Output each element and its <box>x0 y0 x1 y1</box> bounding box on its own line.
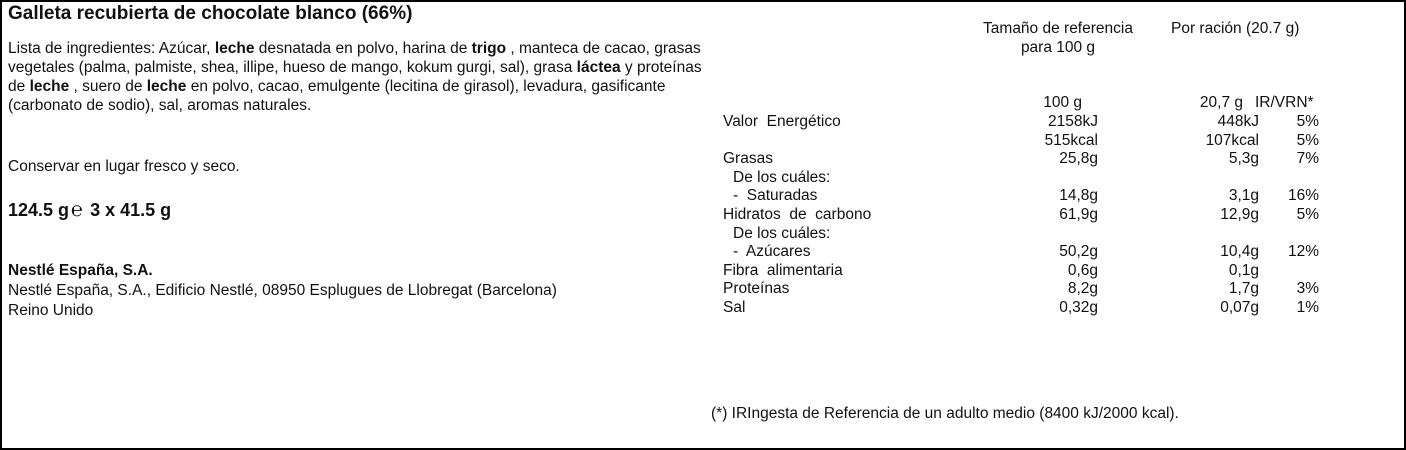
value-per-portion: 3,1g <box>1228 187 1259 205</box>
nutrient-label: Valor Energético <box>723 113 841 130</box>
value-per-portion: 0,07g <box>1220 299 1259 316</box>
estimate-sign-icon: ℮ <box>71 199 84 221</box>
value-per-100g: 8,2g <box>1067 280 1098 298</box>
product-title: Galleta recubierta de chocolate blanco (66%) <box>8 3 413 24</box>
value-per-portion: 1,7g <box>1228 280 1259 298</box>
header-reference-line1: Tamaño de referencia <box>983 20 1133 37</box>
col-header-portion: 20,7 g <box>1199 94 1243 111</box>
allergen-text: leche <box>146 78 187 95</box>
net-weight <box>8 199 171 222</box>
allergen-text: láctea <box>576 59 621 76</box>
value-per-100g: 2158kJ <box>1048 113 1098 130</box>
nutrient-label: Sal <box>723 299 746 316</box>
nutrient-label: De los cuáles: <box>733 168 831 186</box>
value-ir-percent: 12% <box>1287 243 1319 261</box>
ingredient-text: Lista de ingredientes: Azúcar, <box>8 40 215 57</box>
value-per-portion: 448kJ <box>1217 113 1259 130</box>
header-per-portion: Por ración (20.7 g) <box>1171 20 1300 37</box>
ingredient-text: desnatada en polvo, harina de <box>254 40 472 57</box>
value-ir-percent: 16% <box>1287 187 1319 205</box>
nutrient-label: Hidratos de carbono <box>723 206 872 223</box>
header-reference-size <box>958 19 1158 57</box>
company-country: Reino Unido <box>8 302 94 319</box>
value-ir-percent: 5% <box>1296 113 1319 130</box>
ingredients-list <box>8 39 708 115</box>
value-per-100g: 0,6g <box>1067 261 1098 279</box>
portions-value: 3 x 41.5 g <box>85 200 172 220</box>
value-per-portion: 10,4g <box>1220 243 1259 261</box>
nutrient-label: - Saturadas <box>733 187 818 205</box>
nutrition-footnote: (*) IRIngesta de Referencia de un adulto medio (8400 kJ/2000 kcal). <box>711 405 1179 422</box>
value-per-100g: 14,8g <box>1059 187 1098 205</box>
value-per-100g: 515kcal <box>1044 131 1098 149</box>
company-address: Nestlé España, S.A., Edificio Nestlé, 08950 Esplugues de Llobregat (Barcelona) <box>8 282 557 299</box>
ingredient-text: y proteínas de <box>8 59 702 95</box>
col-header-100g: 100 g <box>1043 94 1082 111</box>
value-ir-percent: 3% <box>1296 280 1319 298</box>
company-block <box>8 261 557 321</box>
allergen-text: leche <box>29 78 70 95</box>
nutrient-label: - Azúcares <box>733 243 811 261</box>
value-per-100g: 50,2g <box>1059 243 1098 261</box>
nutrient-label: Grasas <box>723 150 773 168</box>
value-per-portion: 5,3g <box>1228 150 1259 168</box>
header-reference-line2: para 100 g <box>1020 39 1096 56</box>
value-ir-percent: 7% <box>1296 150 1319 168</box>
value-ir-percent: 1% <box>1296 299 1319 316</box>
col-header-ir: IR/VRN* <box>1255 94 1314 111</box>
value-per-100g: 0,32g <box>1059 299 1098 316</box>
nutrient-label: De los cuáles: <box>733 224 831 242</box>
ingredient-text: en polvo, cacao, emulgente (lecitina de girasol), levadura, gasificante (carbonato de sodio), sal, aromas naturales. <box>8 78 666 114</box>
ingredient-text: , manteca de cacao, grasas vegetales (palma, palmiste, shea, illipe, hueso de mango, kokum gurgi, sal), grasa <box>8 40 701 76</box>
value-per-100g: 61,9g <box>1059 206 1098 223</box>
allergen-text: leche <box>214 40 255 57</box>
storage-instructions: Conservar en lugar fresco y seco. <box>8 158 240 175</box>
ingredient-text: , suero de <box>69 78 147 95</box>
nutrient-label: Fibra alimentaria <box>723 261 843 279</box>
value-per-portion: 0,1g <box>1228 261 1259 279</box>
value-per-100g: 25,8g <box>1059 150 1098 168</box>
value-per-portion: 107kcal <box>1205 131 1259 149</box>
value-ir-percent: 5% <box>1296 131 1319 149</box>
nutrient-label: Proteínas <box>723 280 790 298</box>
value-ir-percent: 5% <box>1296 206 1319 223</box>
value-per-portion: 12,9g <box>1220 206 1259 223</box>
net-weight-value: 124.5 g <box>8 200 70 220</box>
company-name: Nestlé España, S.A. <box>8 262 153 279</box>
allergen-text: trigo <box>471 40 507 57</box>
